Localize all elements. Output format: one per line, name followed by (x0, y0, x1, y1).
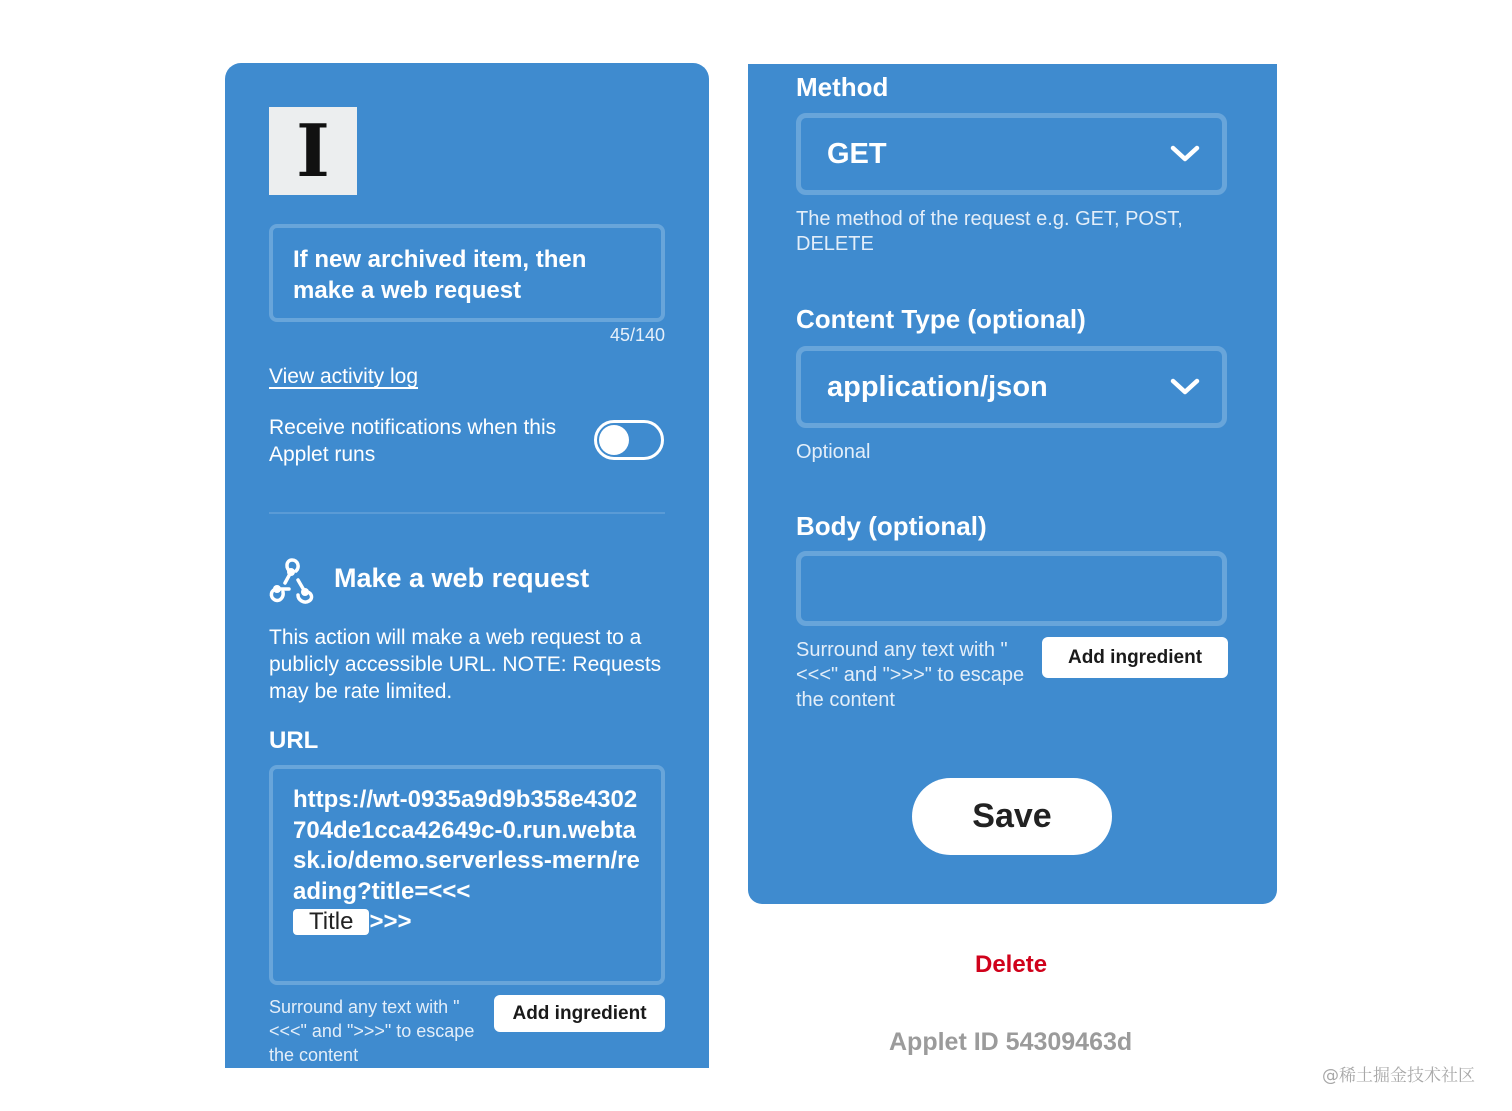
title-char-count: 45/140 (609, 325, 665, 345)
method-hint: The method of the request e.g. GET, POST, DELETE (796, 208, 1183, 255)
body-input[interactable] (796, 551, 1227, 626)
method-value: GET (827, 137, 887, 170)
applet-title-text: If new archived item, then make a web request (293, 246, 587, 304)
toggle-knob (599, 425, 629, 455)
action-title: Make a web request (334, 563, 590, 593)
notification-toggle[interactable] (594, 420, 664, 460)
action-fields-panel (748, 64, 1277, 904)
content-type-value: application/json (827, 370, 1048, 403)
view-activity-log-link[interactable]: View activity log (269, 365, 419, 388)
content-type-hint: Optional (796, 441, 871, 463)
applet-id: Applet ID 54309463d (889, 1028, 1133, 1056)
applet-title-input[interactable] (269, 224, 665, 322)
action-description: This action will make a web request to a publicly accessible URL. NOTE: Requests may be rate limited. (269, 626, 662, 703)
webhook-icon (267, 556, 315, 604)
applet-settings-panel (225, 63, 709, 1068)
ingredient-pill-title[interactable]: Title (293, 909, 369, 935)
body-label: Body (optional) (796, 511, 987, 541)
service-logo (269, 107, 357, 195)
service-logo-letter: I (296, 108, 330, 193)
method-label: Method (796, 72, 889, 102)
chevron-down-icon (1170, 377, 1200, 397)
url-escape-hint: Surround any text with "<<<" and ">>>" to escape the content (269, 997, 475, 1065)
content-type-select[interactable] (796, 346, 1227, 428)
chevron-down-icon (1170, 144, 1200, 164)
url-label: URL (269, 727, 319, 754)
add-ingredient-button-body[interactable]: Add ingredient (1042, 637, 1228, 678)
save-button[interactable]: Save (912, 778, 1112, 855)
watermark: @稀土掘金技术社区 (1322, 1066, 1475, 1086)
method-select[interactable] (796, 113, 1227, 195)
url-value-prefix: https://wt-0935a9d9b358e4302704de1cca42649c-0.run.webtask.io/demo.serverless-mern/reading?title=<<< (293, 786, 640, 905)
divider (269, 512, 665, 514)
url-value-suffix: >>> (369, 908, 412, 935)
add-ingredient-button-url[interactable]: Add ingredient (494, 995, 665, 1032)
notification-label: Receive notifications when this Applet runs (269, 416, 557, 466)
delete-button[interactable]: Delete (975, 951, 1048, 978)
body-escape-hint: Surround any text with "<<<" and ">>>" to escape the content (796, 639, 1025, 711)
content-type-label: Content Type (optional) (796, 304, 1086, 334)
url-input[interactable] (269, 765, 665, 985)
